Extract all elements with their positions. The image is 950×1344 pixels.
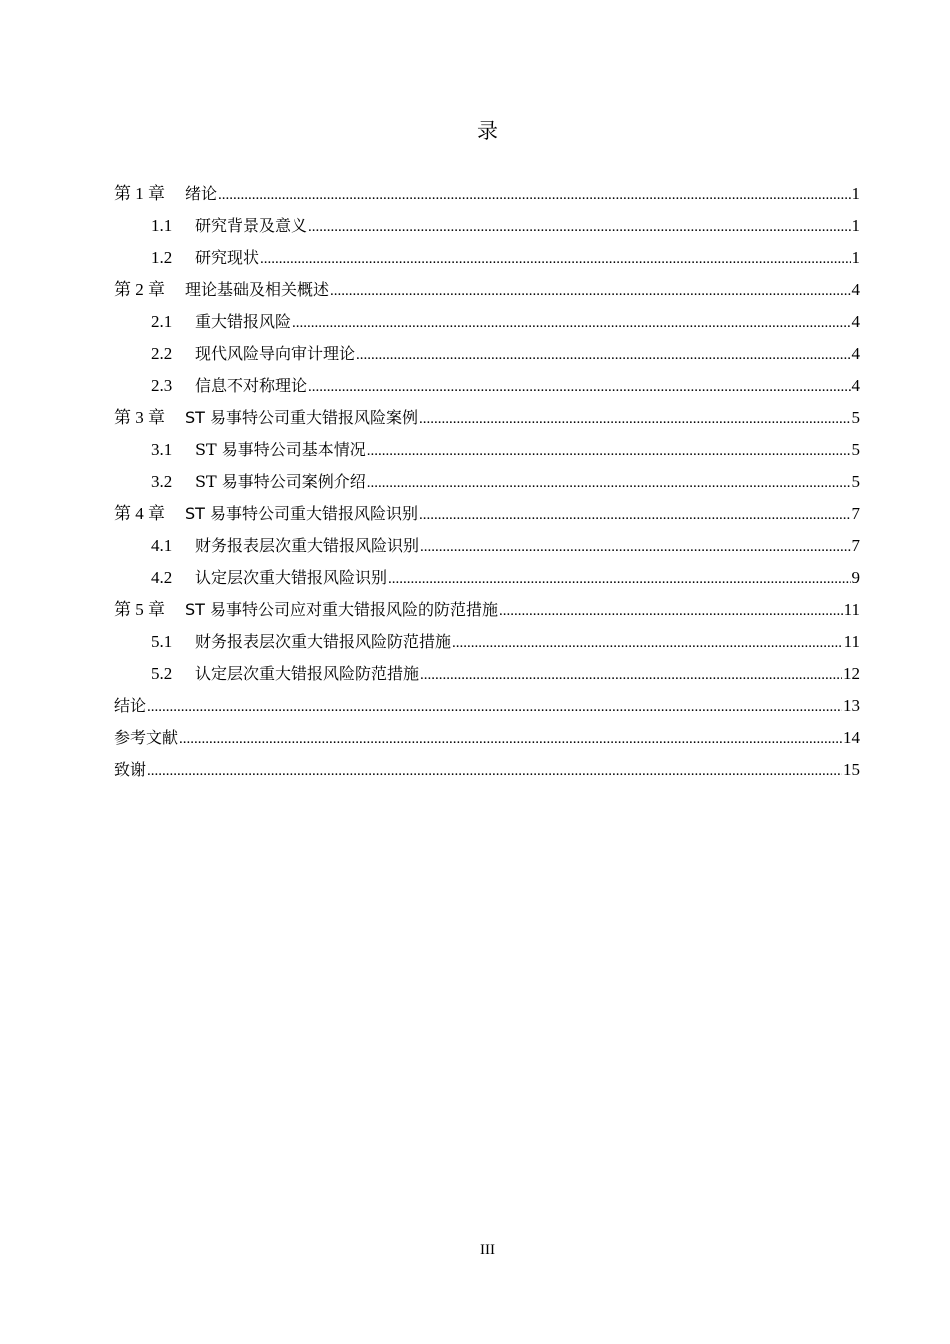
toc-entry-label bbox=[114, 754, 146, 786]
toc-entry-title: 致谢 bbox=[114, 760, 147, 779]
toc-entry-number: 2.3 bbox=[151, 376, 173, 395]
toc-entry-page-number: 14 bbox=[843, 728, 860, 747]
toc-entry-title: ST 易事特公司重大错报风险案例 bbox=[185, 408, 419, 427]
toc-entry-number: 第 3 章 bbox=[114, 408, 165, 427]
toc-leader-dots bbox=[452, 627, 843, 659]
toc-leader-dots bbox=[420, 659, 842, 691]
toc-entry-label bbox=[151, 370, 307, 402]
toc-entry-title: 现代风险导向审计理论 bbox=[195, 344, 356, 363]
toc-leader-dots bbox=[420, 531, 850, 563]
toc-entry-page-number: 7 bbox=[851, 504, 860, 523]
toc-entry-label bbox=[114, 274, 329, 306]
toc-entry-page-number: 11 bbox=[843, 600, 860, 619]
toc-entry-label bbox=[151, 466, 366, 498]
toc-entry-number: 第 2 章 bbox=[114, 280, 165, 299]
toc-entry-number: 第 4 章 bbox=[114, 504, 165, 523]
toc-leader-dots bbox=[147, 755, 842, 787]
toc-chapter-entry[interactable] bbox=[114, 754, 860, 786]
toc-section-entry[interactable] bbox=[114, 242, 860, 274]
toc-entry-page-number: 1 bbox=[851, 184, 860, 203]
toc-chapter-entry[interactable] bbox=[114, 402, 860, 434]
toc-entry-number: 4.2 bbox=[151, 568, 173, 587]
toc-entry-title: ST 易事特公司基本情况 bbox=[195, 440, 366, 459]
toc-entry-page-number: 13 bbox=[843, 696, 860, 715]
toc-section-entry[interactable] bbox=[114, 658, 860, 690]
toc-leader-dots bbox=[367, 435, 851, 467]
toc-leader-dots bbox=[419, 403, 850, 435]
page-title: 录 bbox=[477, 119, 498, 143]
toc-entry-title: ST 易事特公司重大错报风险识别 bbox=[185, 504, 419, 523]
toc-entry-number: 第 1 章 bbox=[114, 184, 165, 203]
toc-leader-dots bbox=[388, 563, 850, 595]
toc-chapter-entry[interactable] bbox=[114, 274, 860, 306]
toc-entry-label bbox=[151, 242, 259, 274]
toc-entry-number: 5.2 bbox=[151, 664, 173, 683]
toc-entry-page-number: 4 bbox=[851, 280, 860, 299]
page-number-footer: III bbox=[480, 1242, 495, 1258]
toc-entry-number: 3.2 bbox=[151, 472, 173, 491]
toc-entry-page-number: 7 bbox=[851, 536, 860, 555]
toc-entry-page-number: 15 bbox=[843, 760, 860, 779]
toc-section-entry[interactable] bbox=[114, 626, 860, 658]
toc-entry-label bbox=[151, 306, 291, 338]
toc-entry-page-number: 5 bbox=[851, 408, 860, 427]
toc-entry-number: 1.2 bbox=[151, 248, 173, 267]
toc-leader-dots bbox=[367, 467, 851, 499]
toc-leader-dots bbox=[218, 179, 850, 211]
toc-section-entry[interactable] bbox=[114, 306, 860, 338]
toc-chapter-entry[interactable] bbox=[114, 690, 860, 722]
toc-chapter-entry[interactable] bbox=[114, 498, 860, 530]
toc-entry-page-number: 5 bbox=[851, 440, 860, 459]
toc-leader-dots bbox=[330, 275, 850, 307]
toc-entry-number: 2.2 bbox=[151, 344, 173, 363]
toc-entry-label bbox=[114, 594, 498, 626]
toc-entry-title: 信息不对称理论 bbox=[195, 376, 308, 395]
toc-entry-title: 认定层次重大错报风险识别 bbox=[195, 568, 388, 587]
toc-entry-number: 第 5 章 bbox=[114, 600, 165, 619]
toc-entry-title: 研究背景及意义 bbox=[195, 216, 308, 235]
toc-leader-dots bbox=[356, 339, 850, 371]
toc-leader-dots bbox=[308, 211, 850, 243]
toc-leader-dots bbox=[292, 307, 850, 339]
toc-entry-number: 3.1 bbox=[151, 440, 173, 459]
toc-entry-label bbox=[114, 498, 418, 530]
toc-section-entry[interactable] bbox=[114, 434, 860, 466]
toc-entry-number: 4.1 bbox=[151, 536, 173, 555]
toc-entry-title: 参考文献 bbox=[114, 728, 179, 747]
toc-entry-title: 财务报表层次重大错报风险识别 bbox=[195, 536, 420, 555]
toc-entry-title: 财务报表层次重大错报风险防范措施 bbox=[195, 632, 452, 651]
toc-section-entry[interactable] bbox=[114, 210, 860, 242]
toc-chapter-entry[interactable] bbox=[114, 722, 860, 754]
toc-entry-label bbox=[151, 434, 366, 466]
toc-leader-dots bbox=[260, 243, 850, 275]
table-of-contents bbox=[114, 178, 860, 786]
toc-entry-title: ST 易事特公司应对重大错报风险的防范措施 bbox=[185, 600, 499, 619]
toc-entry-label bbox=[151, 626, 451, 658]
toc-chapter-entry[interactable] bbox=[114, 178, 860, 210]
toc-entry-title: 结论 bbox=[114, 696, 147, 715]
toc-entry-page-number: 4 bbox=[851, 344, 860, 363]
toc-entry-label bbox=[151, 338, 355, 370]
toc-entry-number: 2.1 bbox=[151, 312, 173, 331]
toc-entry-title: ST 易事特公司案例介绍 bbox=[195, 472, 366, 491]
toc-entry-title: 理论基础及相关概述 bbox=[185, 280, 330, 299]
toc-leader-dots bbox=[499, 595, 843, 627]
toc-entry-label bbox=[151, 210, 307, 242]
toc-entry-title: 认定层次重大错报风险防范措施 bbox=[195, 664, 420, 683]
toc-entry-title: 绪论 bbox=[185, 184, 218, 203]
toc-entry-title: 研究现状 bbox=[195, 248, 260, 267]
toc-entry-page-number: 4 bbox=[851, 312, 860, 331]
toc-entry-page-number: 11 bbox=[843, 632, 860, 651]
toc-entry-label bbox=[151, 530, 419, 562]
toc-entry-page-number: 1 bbox=[851, 248, 860, 267]
toc-section-entry[interactable] bbox=[114, 338, 860, 370]
toc-section-entry[interactable] bbox=[114, 530, 860, 562]
toc-entry-label bbox=[151, 562, 387, 594]
toc-entry-number: 5.1 bbox=[151, 632, 173, 651]
toc-entry-label bbox=[114, 722, 178, 754]
toc-leader-dots bbox=[308, 371, 850, 403]
toc-leader-dots bbox=[147, 691, 842, 723]
toc-entry-page-number: 1 bbox=[851, 216, 860, 235]
toc-entry-title: 重大错报风险 bbox=[195, 312, 292, 331]
toc-section-entry[interactable] bbox=[114, 370, 860, 402]
toc-leader-dots bbox=[179, 723, 842, 755]
toc-entry-label bbox=[151, 658, 419, 690]
toc-section-entry[interactable] bbox=[114, 466, 860, 498]
toc-entry-page-number: 12 bbox=[843, 664, 860, 683]
toc-entry-number: 1.1 bbox=[151, 216, 173, 235]
toc-entry-page-number: 4 bbox=[851, 376, 860, 395]
toc-entry-page-number: 5 bbox=[851, 472, 860, 491]
toc-entry-label bbox=[114, 690, 146, 722]
toc-chapter-entry[interactable] bbox=[114, 594, 860, 626]
toc-entry-page-number: 9 bbox=[851, 568, 860, 587]
toc-leader-dots bbox=[419, 499, 850, 531]
toc-entry-label bbox=[114, 402, 418, 434]
toc-section-entry[interactable] bbox=[114, 562, 860, 594]
toc-entry-label bbox=[114, 178, 217, 210]
